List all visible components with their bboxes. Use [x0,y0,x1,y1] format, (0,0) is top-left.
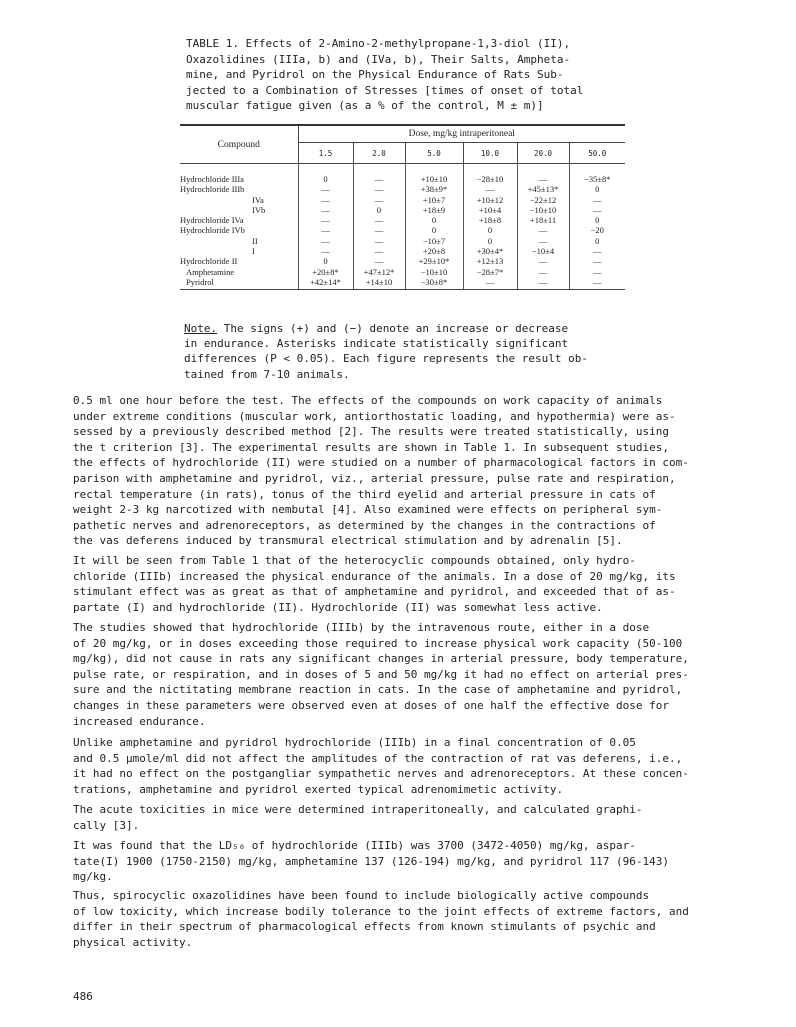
table-cell: +45±13* [517,184,569,194]
table-row [180,205,625,215]
table-cell: +47±12* [353,267,405,277]
table-cell: — [298,236,353,246]
table-cell: — [353,225,405,235]
table-row [180,267,625,277]
dose-column-header: 50.0 [569,143,625,164]
dose-column-header: 10.0 [463,143,517,164]
table-cell: — [569,256,625,266]
table-cell: — [517,267,569,277]
compound-name: IVb [252,204,266,215]
table-cell: 0 [569,184,625,194]
table-cell: — [463,184,517,194]
table-cell: +30±4* [463,246,517,256]
table-cell: — [353,236,405,246]
table-cell: +18±8 [463,215,517,225]
table-cell: — [353,184,405,194]
dose-column-header: 5.0 [405,143,463,164]
dose-column-header: 20.0 [517,143,569,164]
table-cell: 0 [463,236,517,246]
table-cell: — [517,236,569,246]
table-cell: +12±13 [463,256,517,266]
table-cell: — [517,225,569,235]
dose-column-header: 2.0 [353,143,405,164]
body-paragraph-2: It will be seen from Table 1 that of the heterocyclic compounds obtained, only hydro- chloride (IIIb) increased the physical endurance of the animals. In a dose of 20 mg/kg, its stimulant effect was as great as that of amphetamine and pyridrol, and exceeded that of as- partate (I) and hydrochloride (II). Hydrochloride (II) was somewhat less active. [73,554,676,614]
table-cell: 0 [298,256,353,266]
table-cell: — [298,215,353,225]
table-cell: — [353,256,405,266]
table-cell: — [517,256,569,266]
compound-name: II [252,235,258,246]
compound-name: I [252,246,255,257]
table-cell: — [298,184,353,194]
table-cell: — [353,215,405,225]
compound-name: Hydrochloride IIIa [180,174,244,184]
page-number: 486 [73,990,93,1003]
table-cell: — [353,195,405,205]
body-paragraph-7: Thus, spirocyclic oxazolidines have been found to include biologically active compounds of low toxicity, which increase bodily tolerance to the joint effects of extreme factors, and differ in their spectrum of pharmacological effects from known stimulants of psychic and physical activity. [73,889,689,949]
table-cell: — [569,195,625,205]
table-cell: +18±9 [405,205,463,215]
table-cell: −35±8* [569,164,625,185]
table-cell: +10±10 [405,164,463,185]
compound-name: Hydrochloride II [180,256,238,267]
table-cell: — [517,277,569,290]
table-cell: — [569,246,625,256]
body-paragraph-4: Unlike amphetamine and pyridrol hydrochloride (IIIb) in a final concentration of 0.05 and 0.5 μmole/ml did not affect the amplitudes of the contraction of rat vas deferens, i.e., it had no effect on the postgangliar sympathetic nerves and adrenoreceptors. At these concen- trations, amphetamine and pyridrol exerted typical adrenomimetic activity. [73,736,689,796]
table-cell: 0 [405,215,463,225]
body-paragraph-3: The studies showed that hydrochloride (IIIb) by the intravenous route, either in a dose of 20 mg/kg, or in doses exceeding those required to increase physical work capacity (50-100 mg/kg), did not cause in rats any significant changes in arterial pressure, body temperature, pulse rate, or respiration, and in doses of 5 and 50 mg/kg it had no effect on arterial pres- sure and the nictitating membrane reaction in cats. In the case of amphetamine and pyridrol, changes in these parameters were observed even at doses of one half the effective dose for increased endurance. [73,621,689,728]
table-row [180,195,625,205]
table-cell: +18±11 [517,215,569,225]
table-cell: — [517,164,569,185]
table-cell: +20±8* [298,267,353,277]
table-row [180,246,625,256]
table-cell: — [298,205,353,215]
table-cell: +10±7 [405,195,463,205]
table-row [180,256,625,266]
table-cell: 0 [463,225,517,235]
table-cell: 0 [405,225,463,235]
table-body [180,164,625,290]
body-paragraph-6: It was found that the LD₅₀ of hydrochloride (IIIb) was 3700 (3472-4050) mg/kg, aspar- tate(I) 1900 (1750-2150) mg/kg, amphetamine 137 (126-194) mg/kg, and pyridrol 117 (96-143) mg/kg. [73,839,670,884]
table-cell: — [353,164,405,185]
table-cell: +10±4 [463,205,517,215]
table-cell: — [463,277,517,290]
table-cell: — [353,246,405,256]
table-cell: +29±10* [405,256,463,266]
compound-name: Amphetamine [186,266,235,277]
table-cell: 0 [353,205,405,215]
body-paragraph-1: 0.5 ml one hour before the test. The effects of the compounds on work capacity of animals under extreme conditions (muscular work, antiorthostatic loading, and hypothermia) were as- sessed by a previously described method [2]. The results were treated statistically, using the t criterion [3]. The experimental results are shown in Table 1. In subsequent studies, the effects of hydrochloride (II) were studied on a number of pharmacological factors in com- parison with amphetamine and pyridrol, viz., arterial pressure, pulse rate and respiration, rectal temperature (in rats), tonus of the third eyelid and arterial pressure in cats of weight 2-3 kg narcotized with nembutal [4]. Also examined were effects on peripheral sym- pathetic nerves and adrenoreceptors, as determined by the changes in the contractions of the vas deferens induced by transmural electrical stimulation and by adrenalin [5]. [73,394,689,548]
table-row [180,236,625,246]
compound-name: Hydrochloride IVa [180,215,244,226]
table-caption: TABLE 1. Effects of 2-Amino-2-methylpropane-1,3-diol (II), Oxazolidines (IIIa, b) and (IVa, b), Their Salts, Ampheta- mine, and Pyridrol on the Physical Endurance of Rats Sub- jected to a Combination of Stresses [times of onset of total muscular fatigue given (as a % of the control, M ± m)] [186,37,584,113]
table-cell: −10±10 [517,205,569,215]
table-cell: — [569,267,625,277]
table-cell: −10±10 [405,267,463,277]
table-cell: 0 [298,164,353,185]
note-text: The signs (+) and (−) denote an increase or decrease in endurance. Asterisks indicate statistically significant differences (P < 0.05). Each figure represents the result ob- tained from 7-10 animals. [184,322,588,381]
compound-name: Hydrochloride IVb [180,225,245,236]
table-cell: +38±9* [405,184,463,194]
table-cell: −22±12 [517,195,569,205]
table-cell: — [298,225,353,235]
table-cell: −10±4 [517,246,569,256]
table-cell: +14±10 [353,277,405,290]
table-cell: +20±8 [405,246,463,256]
dose-header: Dose, mg/kg intraperitoneal [298,125,625,143]
table-row [180,277,625,290]
table-cell: −28±10 [463,164,517,185]
table-cell: −28±7* [463,267,517,277]
table-row [180,164,625,185]
table-cell: — [298,246,353,256]
table-cell: −20 [569,225,625,235]
table-cell: 0 [569,215,625,225]
body-paragraph-5: The acute toxicities in mice were determined intraperitoneally, and calculated graphi- cally [3]. [73,803,643,832]
table-row [180,225,625,235]
table-cell: −30±8* [405,277,463,290]
table-note [184,321,614,382]
dose-column-header: 1.5 [298,143,353,164]
table-cell: 0 [569,236,625,246]
table-cell: +42±14* [298,277,353,290]
compound-header: Compound [180,125,298,164]
table-cell: — [569,277,625,290]
table-cell: −10±7 [405,236,463,246]
table-cell: — [569,205,625,215]
table-row [180,184,625,194]
table-row [180,215,625,225]
results-table [180,124,625,290]
compound-name: Hydrochloride IIIb [180,184,245,195]
note-label: Note. [184,322,218,335]
compound-name: Pyridrol [180,277,298,290]
compound-name: IVa [252,194,264,205]
table-cell: +10±12 [463,195,517,205]
table-cell: — [298,195,353,205]
